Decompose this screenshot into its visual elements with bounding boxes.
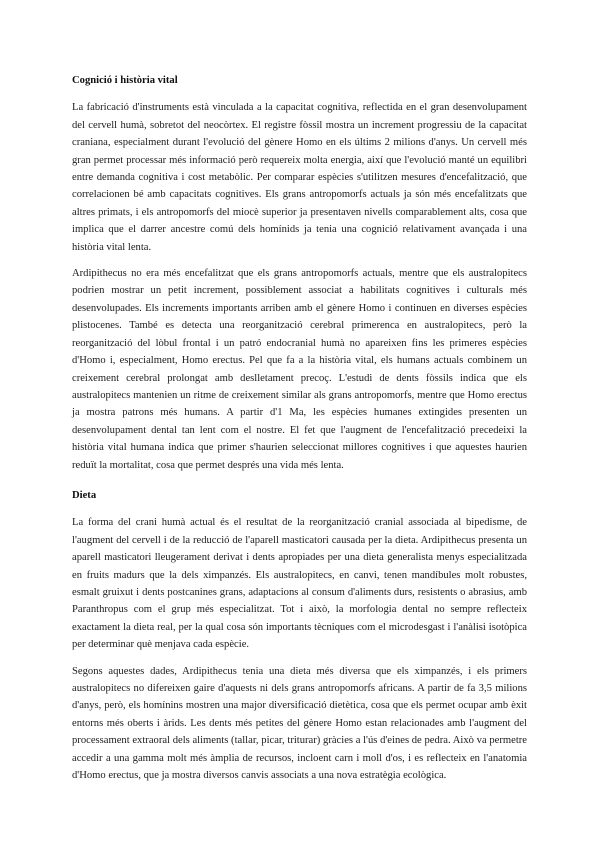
section-cognition xyxy=(72,72,527,474)
section-diet xyxy=(72,487,527,785)
paragraph: La fabricació d'instruments està vinculada a la capacitat cognitiva, reflectida en el gran desenvolupament del cervell humà, sobretot del neocòrtex. El registre fòssil mostra un increment progressiu de la capacitat craniana, especialment durant l'evolució del gènere Homo en els últims 2 milions d'anys. Un cervell més gran permet processar més informació però requereix molta energia, així que l'evolució manté un equilibri entre demanda cognitiva i cost metabòlic. Per comparar espècies s'utilitzen mesures d'encefalització, que correlacionen bé amb capacitats cognitives. Els grans antropomorfs actuals ja són més encefalitzats que altres primats, i els antropomorfs del miocè superior ja presentaven nivells comparablement alts, cosa que implica que el darrer ancestre comú dels homínids ja tenia una cognició relativament avançada i una història vital lenta. xyxy=(72,102,527,253)
section-heading: Cognició i història vital xyxy=(72,75,178,86)
section-heading: Dieta xyxy=(72,489,97,501)
paragraph: Ardipithecus no era més encefalitzat que els grans antropomorfs actuals, mentre que els australopitecs podrien mostrar un petit increment, possiblement associat a habilitats cognitives i culturals més desenvolupades. Els increments importants arriben amb el gènere Homo i continuen en diverses espècies plistocenes. També es detecta una reorganització cerebral primerenca en australopitecs, però la reorganització del lòbul frontal i un patró endocranial humà no apareixen fins les primeres espècies d'Homo i, especialment, Homo erectus. Pel que fa a la història vital, els humans actuals combinem un creixement cerebral prolongat amb deslletament precoç. L'estudi de dents fòssils indica que els australopitecs mantenien un ritme de creixement similar als grans antropomorfs, mentre que Homo erectus ja mostra patrons més humans. A partir d'1 Ma, les espècies humanes extingides presenten un desenvolupament dental tan lent com el nostre. El fet que l'augment de l'encefalització precedeixi la història vital humana indica que primer s'haurien seleccionat millores cognitives i que aquestes haurien reduït la mortalitat, cosa que permet després una vida més lenta. xyxy=(72,268,527,471)
paragraph: Segons aquestes dades, Ardipithecus tenia una dieta més diversa que els ximpanzés, i els primers australopitecs no diferеixen gaire d'aquests ni dels grans antropomorfs africans. A partir de fa 3,5 milions d'anys, però, els homínins mostren una major diversificació dietètica, cosa que els permet ocupar amb èxit entorns més oberts i àrids. Les dents més petites del gènere Homo estan relacionades amb l'augment del processament extraoral dels aliments (tallar, picar, triturar) gràcies a l'ús d'eines de pedra. Això va permetre accedir a una gamma molt més àmplia de recursos, incloent carn i moll d'os, i es reflecteix en l'anatomia d'Homo erectus, que ja mostra diversos canvis associats a una nova estratègia ecològica. xyxy=(72,665,527,782)
paragraph: La forma del crani humà actual és el resultat de la reorganització cranial associada al bipedisme, de l'augment del cervell i de la reducció de l'aparell masticatori causada per la dieta. Ardipithecus presenta un aparell masticatori lleugerament derivat i dents apropiades per una dieta generalista menys especialitzada en fruits madurs que la dels ximpanzés. Els australopitecs, en canvi, tenen mandíbules molt robustes, esmalt gruixut i dents postcanines grans, adaptacions al consum d'aliments durs, resistents o abrasius, amb Paranthropus com el grup més especialitzat. Tot i això, la morfologia dental no sempre reflecteix exactament la dieta real, per la qual cosa són importants tècniques com el microdesgast i l'anàlisi isotòpica per determinar què menjava cada espècie. xyxy=(72,517,527,651)
document-body xyxy=(72,72,527,793)
